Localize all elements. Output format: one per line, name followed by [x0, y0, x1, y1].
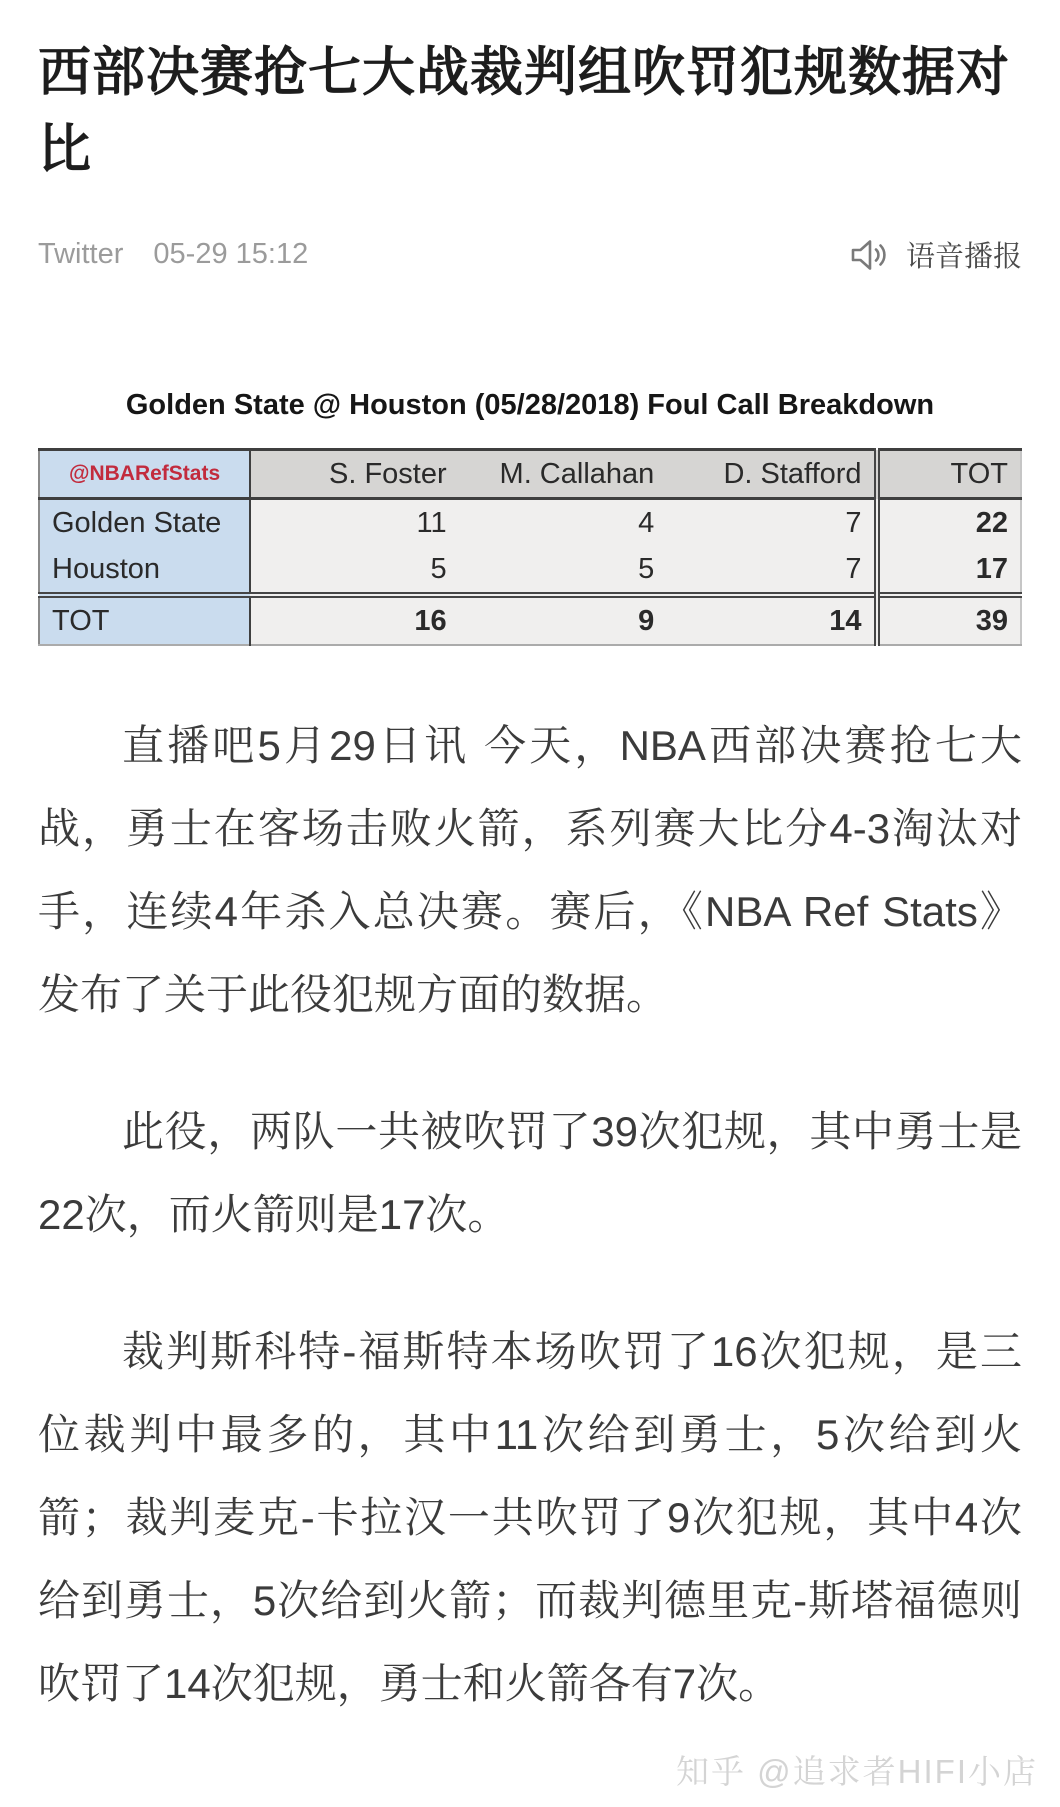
column-header-callahan: M. Callahan	[459, 450, 667, 499]
cell-value: 11	[250, 499, 459, 547]
cell-total: 22	[877, 499, 1021, 547]
article-paragraph: 裁判斯科特-福斯特本场吹罚了16次犯规，是三位裁判中最多的，其中11次给到勇士，5次给到火箭；裁判麦克-卡拉汉一共吹罚了9次犯规，其中4次给到勇士，5次给到火箭；而裁判德里克-斯塔福德则吹罚了14次犯规，勇士和火箭各有7次。	[38, 1328, 1022, 1707]
table-header-row	[39, 450, 1021, 499]
column-header-total: TOT	[877, 450, 1021, 499]
cell-value: 5	[250, 546, 459, 595]
article-paragraph: 此役，两队一共被吹罚了39次犯规，其中勇士是22次，而火箭则是17次。	[38, 1108, 1022, 1238]
cell-value: 14	[666, 595, 876, 645]
table-corner-credit: @NBARefStats	[39, 450, 250, 499]
publish-time: 05-29 15:12	[153, 238, 309, 270]
cell-value: 4	[459, 499, 667, 547]
row-label: Golden State	[39, 499, 250, 547]
article-paragraph: 直播吧5月29日讯 今天，NBA西部决赛抢七大战，勇士在客场击败火箭，系列赛大比分4-3淘汰对手，连续4年杀入总决赛。赛后，《NBA Ref Stats》发布了关于此役犯规方面的数据。	[38, 722, 1022, 1018]
article-page	[0, 34, 1060, 1725]
table-row-golden-state	[39, 499, 1021, 547]
foul-table-title: Golden State @ Houston (05/28/2018) Foul Call Breakdown	[125, 389, 935, 421]
column-header-foster: S. Foster	[250, 450, 459, 499]
meta-row	[38, 234, 1022, 275]
source-label: Twitter	[38, 238, 124, 270]
foul-table-figure	[38, 389, 1022, 646]
cell-total: 17	[877, 546, 1021, 595]
cell-total: 39	[877, 595, 1021, 645]
voice-broadcast-button[interactable]	[850, 234, 1022, 275]
page-title: 西部决赛抢七大战裁判组吹罚犯规数据对比	[38, 43, 1010, 179]
cell-value: 16	[250, 595, 459, 645]
cell-value: 7	[666, 499, 876, 547]
voice-broadcast-label: 语音播报	[905, 241, 1022, 273]
cell-value: 5	[459, 546, 667, 595]
article-body	[38, 704, 1022, 1725]
cell-value: 7	[666, 546, 876, 595]
foul-call-table	[38, 448, 1022, 646]
table-row-houston	[39, 546, 1021, 595]
row-label: TOT	[39, 595, 250, 645]
column-header-stafford: D. Stafford	[666, 450, 876, 499]
row-label: Houston	[39, 546, 250, 595]
watermark: 知乎 @追求者HIFI小店	[676, 1753, 1038, 1790]
speaker-icon	[850, 237, 892, 273]
cell-value: 9	[459, 595, 667, 645]
table-row-total	[39, 595, 1021, 645]
